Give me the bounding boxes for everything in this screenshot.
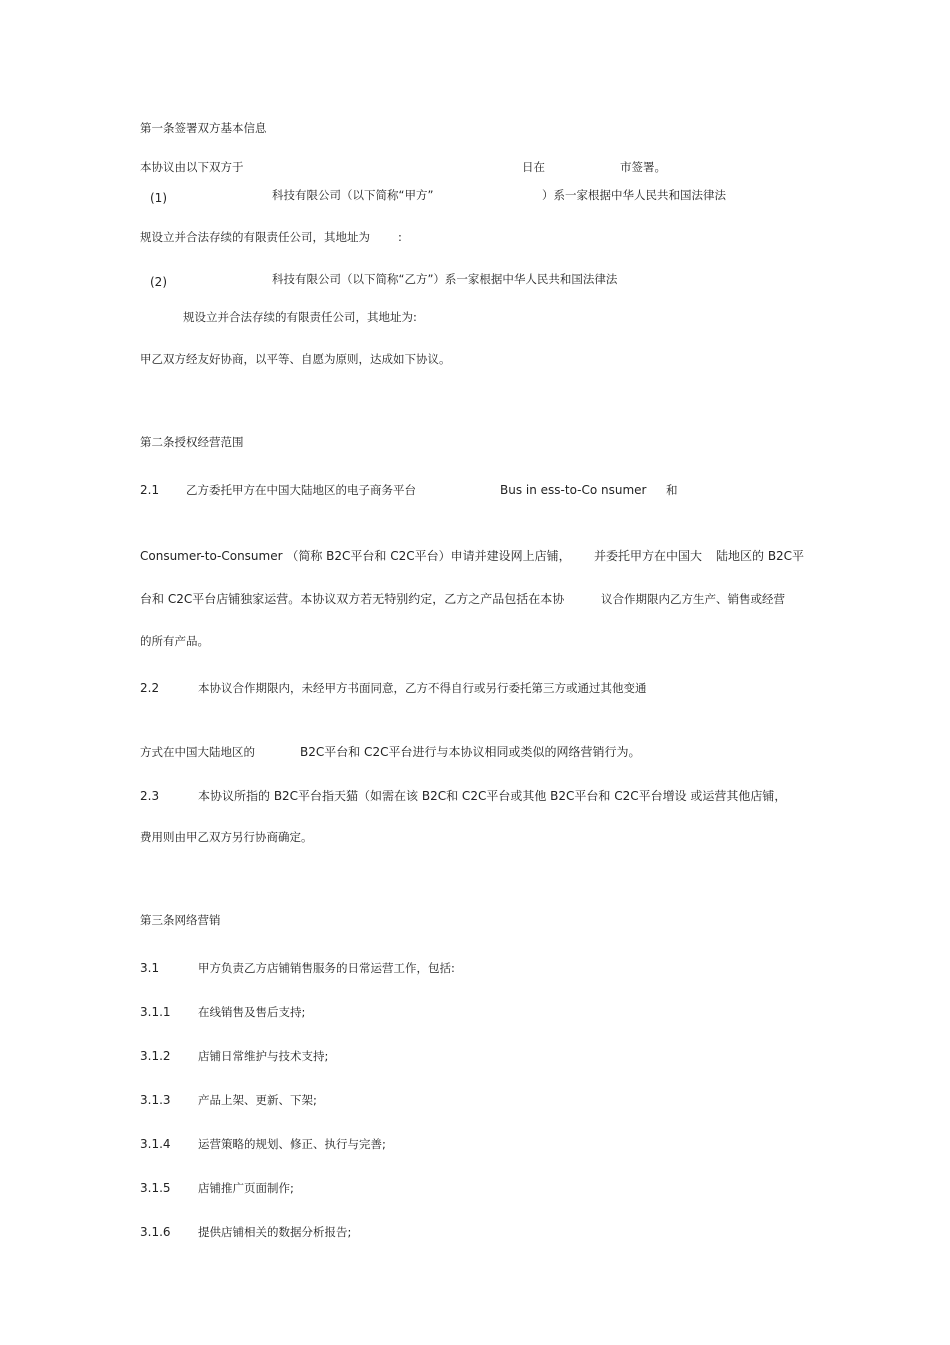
section-2-1-line-4: 的所有产品。 — [140, 634, 209, 648]
intro-text: 本协议由以下双方于 — [140, 160, 244, 174]
agreement-closing: 甲乙双方经友好协商，以平等、自愿为原则，达成如下协议。 — [140, 352, 451, 366]
item-number: 3.1.3 — [140, 1093, 171, 1107]
section-2-1-b2c-term: Bus in ess-to-Co nsumer — [500, 483, 647, 497]
section-2-2-line-2: 方式在中国大陆地区的 — [140, 745, 255, 759]
section-2-1-line-3-cont: 议合作期限内乙方生产、销售或经营 — [601, 592, 785, 606]
article-3-heading: 第三条网络营销 — [140, 913, 221, 927]
section-2-1-line-3: 台和 C2C平台店铺独家运营。本协议双方若无特别约定，乙方之产品包括在本协 — [140, 592, 565, 606]
item-text: 产品上架、更新、下架; — [198, 1093, 317, 1107]
party-1-colon: : — [398, 230, 402, 244]
section-2-2-number: 2.2 — [140, 681, 160, 695]
article-1-heading: 第一条签署双方基本信息 — [140, 121, 267, 135]
item-number: 3.1.6 — [140, 1225, 171, 1239]
party-2-number: (2) — [150, 275, 167, 289]
intro-day-text: 日在 — [522, 160, 545, 174]
item-text: 店铺推广页面制作; — [198, 1181, 294, 1195]
item-text: 运营策略的规划、修正、执行与完善; — [198, 1137, 386, 1151]
party-2-text: 科技有限公司（以下简称“乙方”）系一家根据中华人民共和国法律法 — [272, 272, 618, 286]
party-1-number: (1) — [150, 191, 167, 205]
section-2-3-line-2: 费用则由甲乙双方另行协商确定。 — [140, 830, 313, 844]
party-1-text-cont: ）系一家根据中华人民共和国法律法 — [542, 188, 726, 202]
item-text: 店铺日常维护与技术支持; — [198, 1049, 329, 1063]
item-number: 3.1.1 — [140, 1005, 171, 1019]
party-2-address: 规设立并合法存续的有限责任公司，其地址为: — [183, 310, 417, 324]
section-2-2-text: 本协议合作期限内，未经甲方书面同意，乙方不得自行或另行委托第三方或通过其他变通 — [198, 681, 647, 695]
article-2-heading: 第二条授权经营范围 — [140, 435, 244, 449]
item-text: 在线销售及售后支持; — [198, 1005, 306, 1019]
party-1-address: 规设立并合法存续的有限责任公司，其地址为 — [140, 230, 370, 244]
section-2-1-line-2-end: 陆地区的 B2C平 — [716, 549, 805, 563]
section-2-3-text: 本协议所指的 B2C平台指天猫（如需在该 B2C和 C2C平台或其他 B2C平台和 C2C平台增设 或运营其他店铺， — [198, 789, 787, 803]
party-1-text: 科技有限公司（以下简称“甲方” — [272, 188, 434, 202]
intro-city-text: 市签署。 — [620, 160, 666, 174]
item-number: 3.1.5 — [140, 1181, 171, 1195]
section-2-1-line-2-cont: 并委托甲方在中国大 — [594, 549, 703, 563]
section-2-3-number: 2.3 — [140, 789, 160, 803]
section-2-1-number: 2.1 — [140, 483, 160, 497]
section-2-1-text: 乙方委托甲方在中国大陆地区的电子商务平台 — [186, 483, 416, 497]
section-2-1-and: 和 — [666, 483, 678, 497]
item-number: 3.1.4 — [140, 1137, 171, 1151]
section-3-1-number: 3.1 — [140, 961, 160, 975]
section-2-1-line-2: Consumer-to-Consumer （简称 B2C平台和 C2C平台）申请并建设网上店铺， — [140, 549, 571, 563]
section-3-1-text: 甲方负责乙方店铺销售服务的日常运营工作，包括: — [198, 961, 455, 975]
section-2-2-line-2-cont: B2C平台和 C2C平台进行与本协议相同或类似的网络营销行为。 — [300, 745, 641, 759]
item-number: 3.1.2 — [140, 1049, 171, 1063]
item-text: 提供店铺相关的数据分析报告; — [198, 1225, 352, 1239]
